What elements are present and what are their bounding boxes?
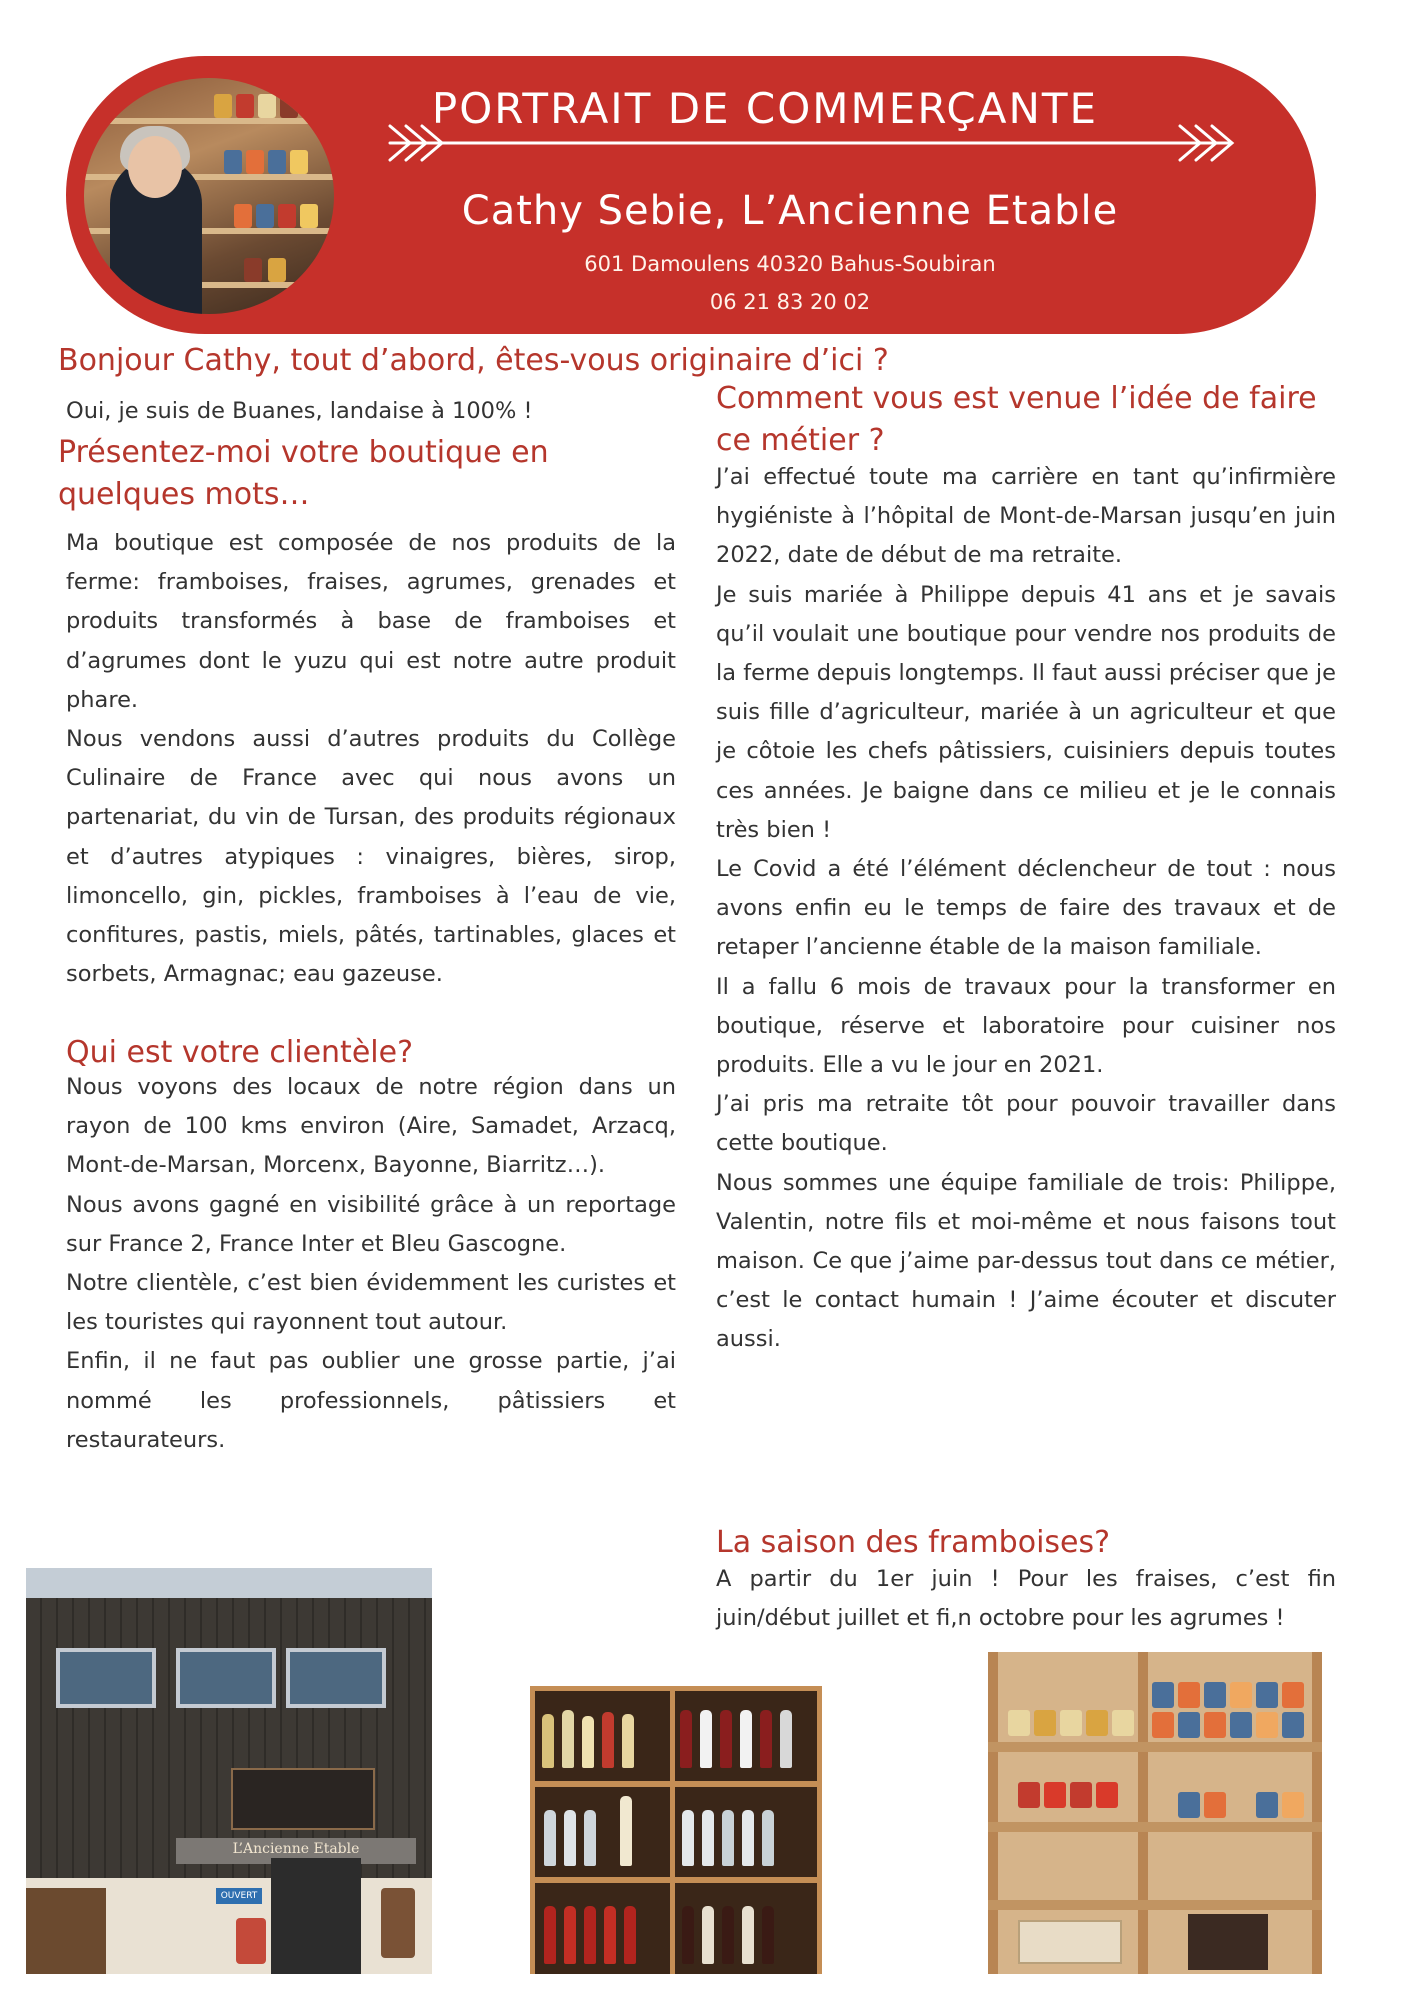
- merchant-name: Cathy Sebie, L’Ancienne Etable: [461, 188, 1119, 234]
- shelves-photo: [988, 1652, 1322, 1974]
- arrow-divider-icon: [370, 118, 1250, 168]
- bottles-photo: [530, 1686, 822, 1974]
- answer-shop-p2: Nous vendons aussi d’autres produits du Collège Culinaire de France avec qui nous avons un partenariat, du vin de Tursan, des produits régionaux et d’autres atypiques : vinaigres, bières, sirop, limoncello, gin, pickles, framboises à l’eau de vie, confitures, pastis, miels, pâtés, tartinables, glaces et sorbets, Armagnac; eau gazeuse.: [66, 726, 676, 988]
- question-idea: Comment vous est venue l’idée de faire ce métier ?: [716, 381, 1317, 458]
- answer-clientele-p3: Notre clientèle, c’est bien évidemment les curistes et les touristes qui rayonnent tout autour.: [66, 1270, 676, 1336]
- question-shop: Présentez-moi votre boutique en quelques mots…: [58, 435, 549, 512]
- banner-title: PORTRAIT DE COMMERÇANTE: [431, 84, 1099, 133]
- answer-clientele: [66, 1068, 676, 1460]
- answer-origin: [66, 392, 686, 431]
- answer-idea-p3: Le Covid a été l’élément déclencheur de tout : nous avons enfin eu le temps de faire des travaux et de retaper l’ancienne étable de la maison familiale.: [716, 856, 1336, 961]
- answer-shop: [66, 524, 676, 994]
- answer-origin-text: Oui, je suis de Buanes, landaise à 100% !: [66, 398, 533, 424]
- question-clientele: Qui est votre clientèle?: [66, 1035, 413, 1070]
- question-origin: Bonjour Cathy, tout d’abord, êtes-vous originaire d’ici ?: [58, 343, 889, 378]
- answer-idea: [716, 458, 1336, 1360]
- answer-idea-p4: Il a fallu 6 mois de travaux pour la transformer en boutique, réserve et laboratoire pour cuisiner nos produits. Elle a vu le jour en 2021.: [716, 973, 1336, 1079]
- answer-clientele-p4: Enfin, il ne faut pas oublier une grosse partie, j’ai nommé les professionnels, pâtissiers et restaurateurs.: [66, 1348, 676, 1453]
- answer-idea-p2: Je suis mariée à Philippe depuis 41 ans et je savais qu’il voulait une boutique pour vendre nos produits de la ferme depuis longtemps. Il faut aussi préciser que je suis fille d’agriculteur, mariée à un agriculteur et que je côtoie les chefs pâtissiers, cuisiniers depuis toutes ces années. Je baigne dans ce milieu et je le connais très bien !: [716, 581, 1336, 843]
- merchant-phone: 06 21 83 20 02: [709, 290, 871, 314]
- storefront-sign-text: L’Ancienne Etable: [232, 1841, 360, 1857]
- answer-season: [716, 1560, 1336, 1638]
- open-sign: OUVERT: [216, 1888, 262, 1904]
- answer-clientele-p2: Nous avons gagné en visibilité grâce à un reportage sur France 2, France Inter et Bleu Gascogne.: [66, 1191, 676, 1257]
- answer-idea-p6: Nous sommes une équipe familiale de trois: Philippe, Valentin, notre fils et moi-même et nous faisons tout maison. Ce que j’aime par-dessus tout dans ce métier, c’est le contact humain ! J’aime écouter et discuter aussi.: [716, 1169, 1336, 1353]
- storefront-photo: [26, 1568, 432, 1974]
- merchant-portrait-photo: [84, 78, 334, 314]
- answer-idea-p1: J’ai effectué toute ma carrière en tant qu’infirmière hygiéniste à l’hôpital de Mont-de-Marsan jusqu’en juin 2022, date de début de ma retraite.: [716, 464, 1336, 569]
- question-season: La saison des framboises?: [716, 1525, 1111, 1560]
- answer-clientele-p1: Nous voyons des locaux de notre région dans un rayon de 100 kms environ (Aire, Samadet, Arzacq, Mont-de-Marsan, Morcenx, Bayonne, Biarritz…).: [66, 1074, 676, 1179]
- merchant-address: 601 Damoulens 40320 Bahus-Soubiran: [584, 252, 996, 276]
- answer-shop-p1: Ma boutique est composée de nos produits de la ferme: framboises, fraises, agrumes, grenades et produits transformés à base de framboises et d’agrumes dont le yuzu qui est notre autre produit phare.: [66, 530, 676, 713]
- shop-sign-board: [231, 1768, 375, 1830]
- answer-idea-p5: J’ai pris ma retraite tôt pour pouvoir travailler dans cette boutique.: [716, 1091, 1336, 1157]
- answer-season-text: A partir du 1er juin ! Pour les fraises, c’est fin juin/début juillet et fi,n octobre pour les agrumes !: [716, 1566, 1336, 1632]
